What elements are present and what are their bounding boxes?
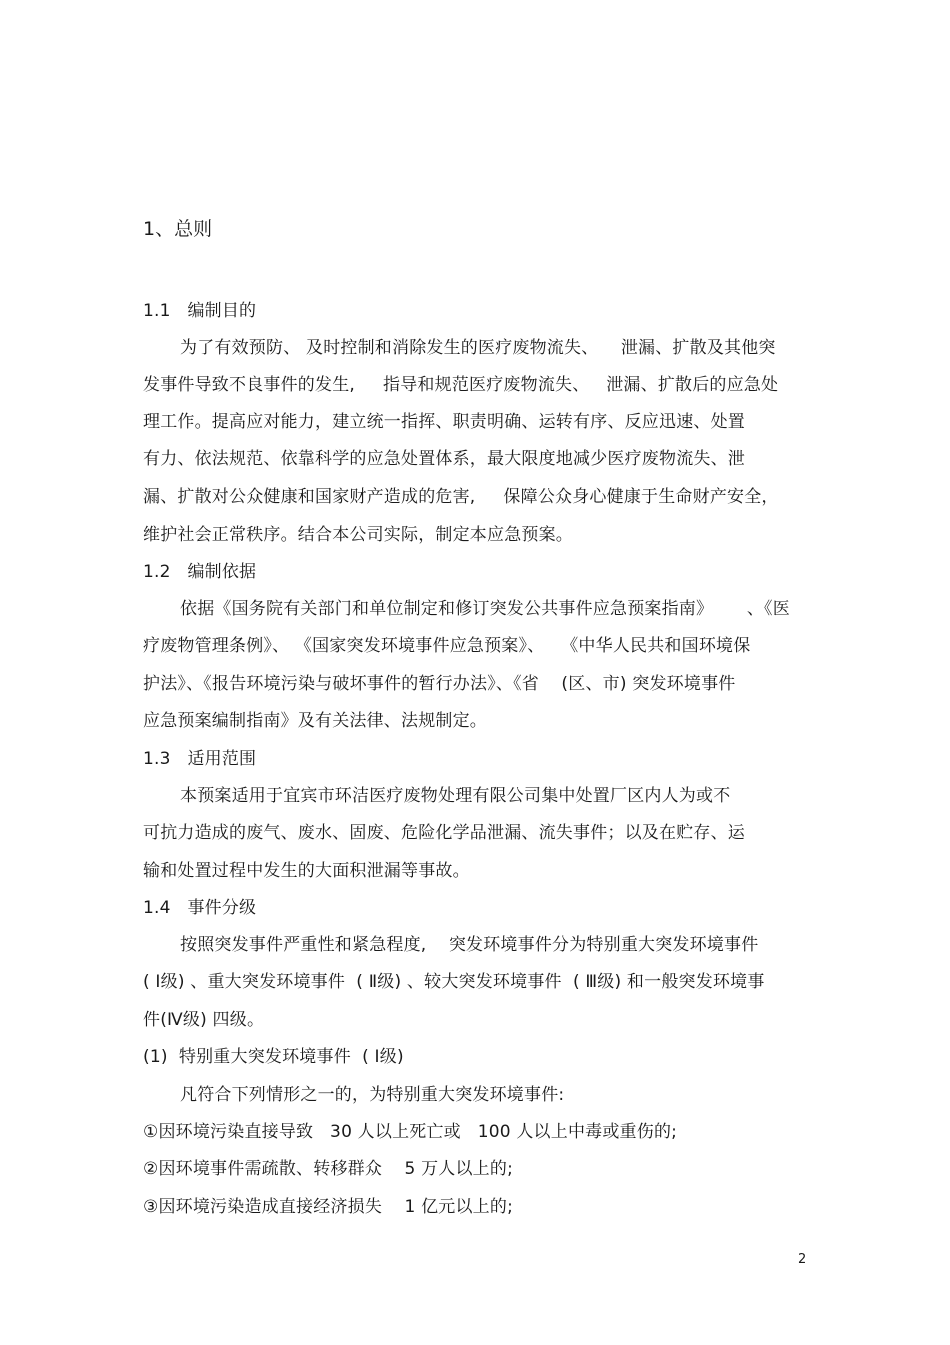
paragraph-line: 疗废物管理条例》、 《国家突发环境事件应急预案》、 《中华人民共和国环境保 <box>143 636 751 656</box>
paragraph-line: 发事件导致不良事件的发生, 指导和规范医疗废物流失、 泄漏、扩散后的应急处 <box>143 375 779 395</box>
paragraph-line: 维护社会正常秩序。结合本公司实际，制定本应急预案。 <box>143 525 573 545</box>
section-title-1-1: 1.1 编制目的 <box>143 301 257 321</box>
list-item: ③因环境污染造成直接经济损失 1 亿元以上的; <box>143 1197 514 1217</box>
paragraph-line: 护法》、《报告环境污染与破坏事件的暂行办法》、《省 (区、市) 突发环境事件 <box>143 674 736 694</box>
paragraph-line: ( Ⅰ级) 、重大突发环境事件 ( Ⅱ级) 、较大突发环境事件 ( Ⅲ级) 和一般突发环境事 <box>143 972 765 992</box>
chapter-heading: 1、总则 <box>143 218 213 240</box>
page-number: 2 <box>798 1252 807 1267</box>
paragraph-line: 依据《国务院有关部门和单位制定和修订突发公共事件应急预案指南》 、《医 <box>180 599 790 619</box>
paragraph-line: 漏、扩散对公众健康和国家财产造成的危害, 保障公众身心健康于生命财产安全， <box>143 487 779 507</box>
section-title-1-4: 1.4 事件分级 <box>143 898 257 918</box>
paragraph-line: 凡符合下列情形之一的，为特别重大突发环境事件: <box>180 1085 565 1105</box>
paragraph-line: 理工作。提高应对能力，建立统一指挥、职责明确、运转有序、反应迅速、处置 <box>143 412 745 432</box>
paragraph-line: 可抗力造成的废气、废水、固废、危险化学品泄漏、流失事件；以及在贮存、运 <box>143 823 745 843</box>
paragraph-line: 件(Ⅳ级) 四级。 <box>143 1010 265 1030</box>
subsection-title: (1) 特别重大突发环境事件 ( Ⅰ级) <box>143 1047 404 1067</box>
paragraph-line: 输和处置过程中发生的大面积泄漏等事故。 <box>143 861 470 881</box>
paragraph-line: 为了有效预防、 及时控制和消除发生的医疗废物流失、 泄漏、扩散及其他突 <box>180 338 776 358</box>
section-title-1-2: 1.2 编制依据 <box>143 562 257 582</box>
paragraph-line: 本预案适用于宜宾市环洁医疗废物处理有限公司集中处置厂区内人为或不 <box>180 786 731 806</box>
section-title-1-3: 1.3 适用范围 <box>143 749 257 769</box>
list-item: ②因环境事件需疏散、转移群众 5 万人以上的; <box>143 1159 514 1179</box>
list-item: ①因环境污染直接导致 30 人以上死亡或 100 人以上中毒或重伤的; <box>143 1122 678 1142</box>
paragraph-line: 有力、依法规范、依靠科学的应急处置体系，最大限度地减少医疗废物流失、泄 <box>143 449 745 469</box>
paragraph-line: 按照突发事件严重性和紧急程度, 突发环境事件分为特别重大突发环境事件 <box>180 935 759 955</box>
paragraph-line: 应急预案编制指南》及有关法律、法规制定。 <box>143 711 487 731</box>
